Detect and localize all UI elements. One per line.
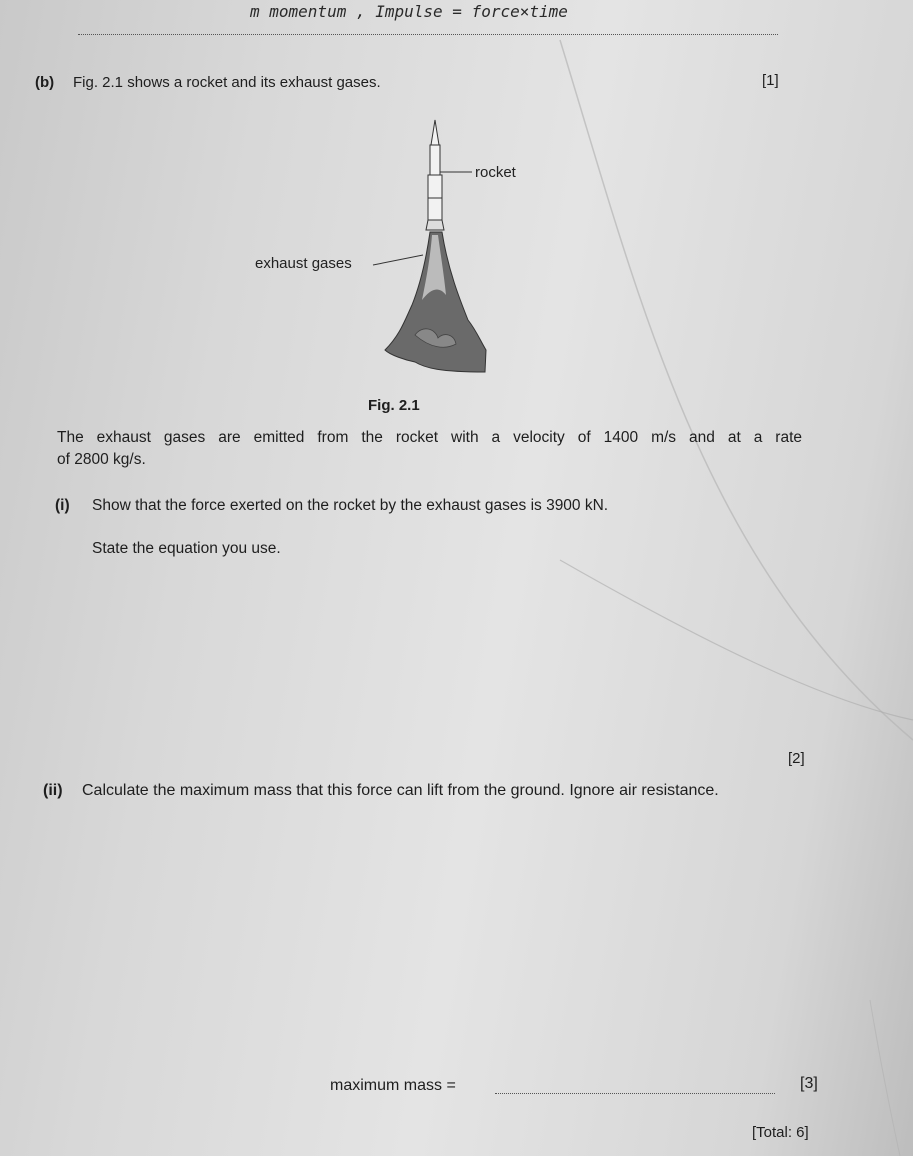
- figure-caption: Fig. 2.1: [368, 397, 420, 414]
- rocket-figure: [240, 110, 560, 390]
- part-b-intro: Fig. 2.1 shows a rocket and its exhaust gases.: [73, 74, 381, 91]
- statement-line-1: The exhaust gases are emitted from the rocket with a velocity of 1400 m/s and at a rate: [57, 429, 802, 446]
- rocket-diagram: [426, 120, 444, 230]
- part-i-instruction: State the equation you use.: [92, 540, 281, 557]
- prev-marks: [1]: [762, 72, 779, 89]
- part-i-question: Show that the force exerted on the rocket by the exhaust gases is 3900 kN.: [92, 497, 609, 514]
- part-b-label: (b): [35, 74, 55, 91]
- answer-input-line[interactable]: [495, 1093, 775, 1094]
- handwritten-answer: m momentum , Impulse = force×time: [250, 2, 568, 21]
- answer-label: maximum mass =: [330, 1077, 456, 1094]
- part-ii-question: Calculate the maximum mass that this force can lift from the ground. Ignore air resistance.: [82, 782, 719, 799]
- statement-line-2: of 2800 kg/s.: [57, 451, 146, 468]
- label-exhaust-gases: exhaust gases: [255, 255, 352, 272]
- part-ii-marks: [3]: [800, 1075, 818, 1092]
- part-i-label: (i): [55, 497, 70, 514]
- label-rocket: rocket: [475, 164, 516, 181]
- part-i-marks: [2]: [788, 750, 805, 767]
- exhaust-plume: [385, 232, 486, 372]
- total-marks: [Total: 6]: [752, 1124, 809, 1141]
- part-ii-label: (ii): [43, 782, 63, 799]
- answer-dotted-line: [78, 34, 778, 35]
